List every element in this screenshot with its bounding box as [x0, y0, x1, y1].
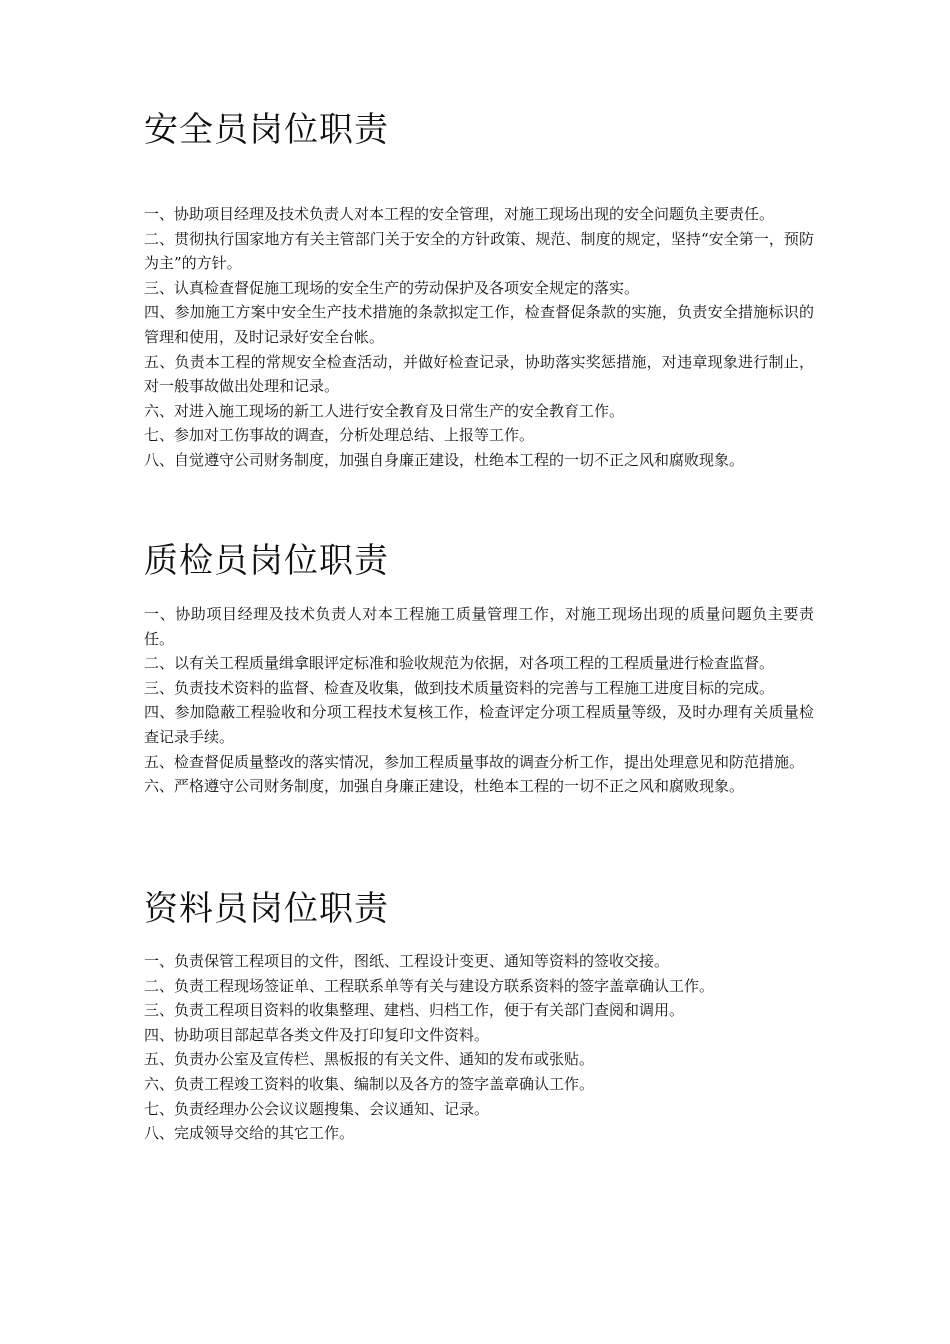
duty-item: 一、协助项目经理及技术负责人对本工程施工质量管理工作，对施工现场出现的质量问题负主要责任。: [144, 605, 814, 648]
duty-item: 五、负责办公室及宣传栏、黑板报的有关文件、通知的发布或张贴。: [144, 1050, 595, 1069]
duty-item: 一、协助项目经理及技术负责人对本工程的安全管理，对施工现场出现的安全问题负主要责任。: [144, 205, 775, 223]
duty-item: 六、严格遵守公司财务制度，加强自身廉正建设，杜绝本工程的一切不正之风和腐败现象。: [144, 777, 745, 796]
duty-item: 三、负责技术资料的监督、检查及收集，做到技术质量资料的完善与工程施工进度目标的完成。: [144, 678, 775, 697]
duty-item: 八、自觉遵守公司财务制度，加强自身廉正建设，杜绝本工程的一切不正之风和腐败现象。: [144, 450, 745, 469]
section-title: 安全员岗位职责: [144, 110, 389, 150]
duty-item: 二、以有关工程质量缉拿眼评定标准和验收规范为依据，对各项工程的工程质量进行检查监督。: [144, 654, 775, 673]
duty-item: 二、负责工程现场签证单、工程联系单等有关与建设方联系资料的签字盖章确认工作。: [144, 976, 715, 995]
duty-item: 四、协助项目部起草各类文件及打印复印文件资料。: [144, 1025, 490, 1044]
duty-item: 七、负责经理办公会议议题搜集、会议通知、记录。: [144, 1099, 490, 1118]
duty-item: 三、认真检查督促施工现场的安全生产的劳动保护及各项安全规定的落实。: [144, 278, 640, 297]
duty-item: 六、负责工程竣工资料的收集、编制以及各方的签字盖章确认工作。: [144, 1074, 595, 1093]
duty-item: 四、参加隐蔽工程验收和分项工程技术复核工作，检查评定分项工程质量等级，及时办理有关质量检查记录手续。: [144, 703, 814, 746]
duty-item: 五、负责本工程的常规安全检查活动，并做好检查记录，协助落实奖惩措施，对违章现象进行制止，对一般事故做出处理和记录。: [144, 352, 814, 396]
duty-item: 一、负责保管工程项目的文件，图纸、工程设计变更、通知等资料的签收交接。: [144, 952, 670, 970]
duty-item: 五、检查督促质量整改的落实情况，参加工程质量事故的调查分析工作，提出处理意见和防范措施。: [144, 752, 805, 771]
duty-item: 六、对进入施工现场的新工人进行安全教育及日常生产的安全教育工作。: [144, 401, 625, 420]
duty-item: 二、贯彻执行国家地方有关主管部门关于安全的方针政策、规范、制度的规定，坚持“安全第一，预防为主”的方针。: [144, 229, 814, 273]
duty-list: [144, 202, 814, 473]
duty-item: 七、参加对工伤事故的调查，分析处理总结、上报等工作。: [144, 426, 535, 445]
duty-item: 四、参加施工方案中安全生产技术措施的条款拟定工作，检查督促条款的实施，负责安全措施标识的管理和使用，及时记录好安全台帐。: [144, 303, 814, 346]
section-quality-inspector: [144, 541, 814, 799]
section-document-clerk: [144, 889, 814, 1146]
section-title: 质检员岗位职责: [144, 541, 389, 581]
duty-list: [144, 602, 814, 799]
duty-item: 三、负责工程项目资料的收集整理、建档、归档工作，便于有关部门查阅和调用。: [144, 1001, 685, 1020]
duty-list: [144, 949, 814, 1146]
section-title: 资料员岗位职责: [144, 889, 389, 929]
section-safety-officer: [144, 110, 814, 473]
duty-item: 八、完成领导交给的其它工作。: [144, 1124, 355, 1143]
